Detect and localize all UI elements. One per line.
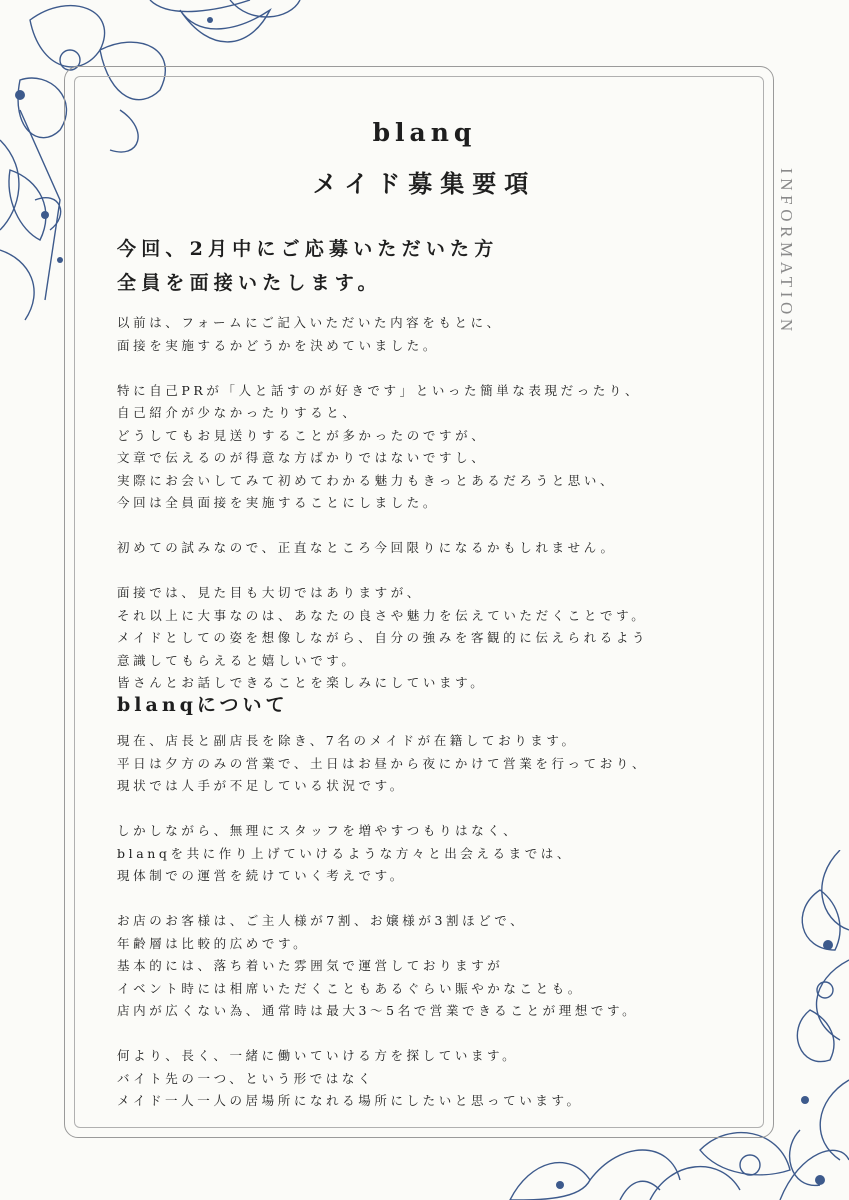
text-line: 平日は夕方のみの営業で、土日はお昼から夜にかけて営業を行っており、 xyxy=(117,755,649,771)
text-line: 面接では、見た目も大切ではありますが、 xyxy=(117,585,423,600)
text-line: 実際にお会いしてみて初めてわかる魅力もきっとあるだろうと思い、 xyxy=(117,472,617,488)
paragraph xyxy=(117,312,648,357)
text-line: 意識してもらえると嬉しいです。 xyxy=(117,652,358,668)
text-line: 自己紹介が少なかったりすると、 xyxy=(117,405,359,420)
paragraph xyxy=(117,537,648,560)
side-label-information: INFORMATION xyxy=(777,168,796,336)
text-line: blanqを共に作り上げていけるような方々と出会えるまでは、 xyxy=(117,845,574,861)
text-line: メイド一人一人の居場所になれる場所にしたいと思っています。 xyxy=(117,1093,583,1108)
text-line: 特に自己PRが「人と話すのが好きです」といった簡単な表現だったり、 xyxy=(117,382,642,398)
text-line: 基本的には、落ち着いた雰囲気で運営しておりますが xyxy=(117,958,504,973)
text-line: 現状では人手が不足している状況です。 xyxy=(117,778,406,793)
page-subtitle: メイド募集要項 xyxy=(312,169,537,198)
text-line: それ以上に大事なのは、あなたの良さや魅力を伝えていただくことです。 xyxy=(117,607,648,623)
text-line: お店のお客様は、ご主人様が7割、お嬢様が3割ほどで、 xyxy=(117,913,527,928)
section2-heading: blanqについて xyxy=(117,694,289,716)
text-line: イベント時には相席いただくこともあるぐらい賑やかなことも。 xyxy=(117,980,584,996)
paragraph xyxy=(117,582,648,695)
paragraph xyxy=(117,730,648,798)
text-line: 現体制での運営を続けていく考えです。 xyxy=(117,868,406,883)
text-line: 文章で伝えるのが得意な方ばかりではないですし、 xyxy=(117,450,488,465)
paragraph xyxy=(117,380,648,515)
text-line: 皆さんとお話しできることを楽しみにしています。 xyxy=(117,675,487,690)
lead-line: 今回、2月中にご応募いただいた方 xyxy=(117,238,499,260)
text-line: どうしてもお見送りすることが多かったのですが、 xyxy=(117,427,488,443)
text-line: 何より、長く、一緒に働いていける方を探しています。 xyxy=(117,1048,519,1063)
lead-statement xyxy=(117,232,498,300)
lead-line: 全員を面接いたします。 xyxy=(117,272,382,294)
text-line: しかしながら、無理にスタッフを増やすつもりはなく、 xyxy=(117,823,520,838)
paragraph xyxy=(117,820,648,888)
text-line: 初めての試みなので、正直なところ今回限りになるかもしれません。 xyxy=(117,540,617,555)
page-title: blanq xyxy=(372,118,477,147)
section1-body xyxy=(117,312,648,717)
text-line: 以前は、フォームにご記入いただいた内容をもとに、 xyxy=(117,315,503,330)
text-line: 今回は全員面接を実施することにしました。 xyxy=(117,495,440,510)
text-line: バイト先の一つ、という形ではなく xyxy=(117,1070,375,1086)
paragraph xyxy=(117,1045,648,1113)
text-line: メイドとしての姿を想像しながら、自分の強みを客観的に伝えられるよう xyxy=(117,630,649,645)
text-line: 年齢層は比較的広めです。 xyxy=(117,935,310,951)
text-line: 現在、店長と副店長を除き、7名のメイドが在籍しております。 xyxy=(117,733,578,748)
section2-body xyxy=(117,730,648,1135)
text-line: 面接を実施するかどうかを決めていました。 xyxy=(117,337,440,353)
text-line: 店内が広くない為、通常時は最大3〜5名で営業できることが理想です。 xyxy=(117,1003,639,1018)
paragraph xyxy=(117,910,648,1023)
